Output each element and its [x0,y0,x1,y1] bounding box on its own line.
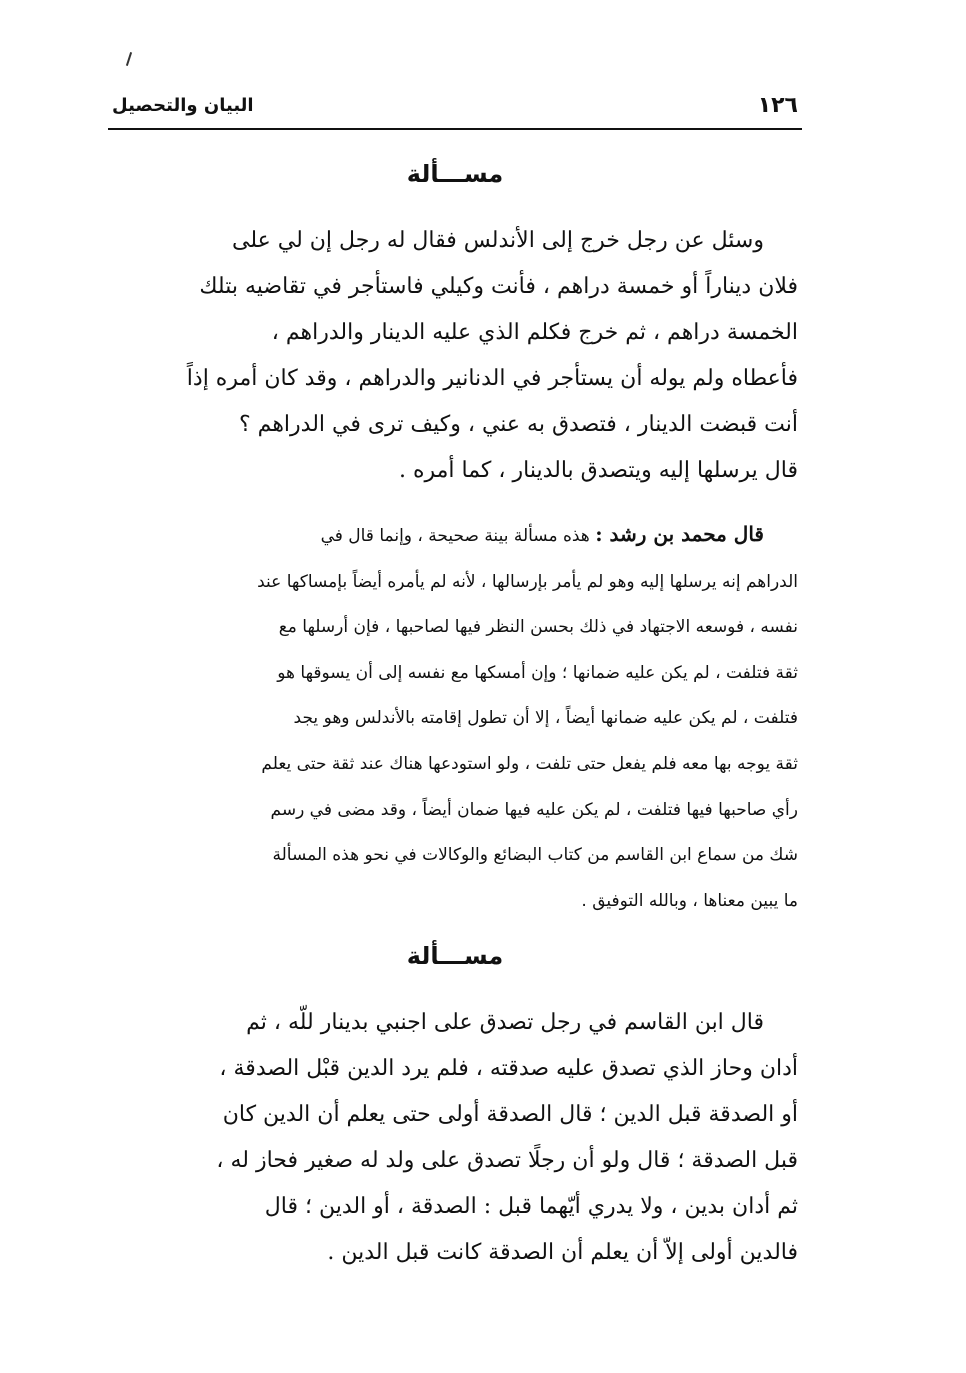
text-line: فلان ديناراً أو خمسة دراهم ، فأنت وكيلي فاستأجر في تقاضيه بتلك [199,274,798,299]
text-line: أنت قبضت الدينار ، فتصدق به عني ، وكيف ترى في الدراهم ؟ [239,412,798,437]
text-line: قال يرسلها إليه ويتصدق بالدينار ، كما أمره . [398,458,798,483]
text-line: الدراهم إنه يرسلها إليه وهو لم يأمر بإرسالها ، لأنه لم يأمره أيضاً بإمساكها عند [257,571,798,592]
question-paragraph [112,218,798,494]
text-line: فتلفت ، لم يكن عليه ضمانها أيضاً ، إلا أن تطول إقامته بالأندلس وهو يجد [293,708,798,729]
commentary-paragraph [112,512,798,924]
book-title: البيان والتحصيل [112,95,254,116]
text-line: أو الصدقة قبل الدين ؛ قال الصدقة أولى حتى يعلم أن الدين كان [222,1102,798,1127]
text-line: شك من سماع ابن القاسم من كتاب البضائع والوكالات في نحو هذه المسألة [272,845,798,866]
text-line: قال ابن القاسم في رجل تصدق على اجنبي بدينار للّه ، ثم [246,1010,764,1035]
text-line: أدان وحاز الذي تصدق عليه صدقته ، فلم يرد الدين قبْل الصدقة ، [219,1056,798,1081]
text-line: فالدين أولى إلاّ أن يعلم أن الصدقة كانت قبل الدين . [327,1240,798,1265]
header-rule [108,128,802,130]
commentary-text: هذه مسألة بينة صحيحة ، وإنما قال في [320,526,590,546]
running-header [112,88,798,124]
text-line: ثم أدان بدين ، ولا يدري أيّهما قبل : الصدقة ، أو الدين ؛ قال [264,1194,798,1219]
text-line: فأعطاه ولم يوله أن يستأجر في الدنانير والدراهم ، وقد كان أمره إذاً [186,366,798,391]
question-paragraph [112,1000,798,1276]
page-number: ١٢٦ [757,93,798,118]
text-line: رأي صاحبها فيها فتلفت ، لم يكن عليه فيها ضمان أيضاً ، وقد مضى في رسم [270,799,798,820]
text-line [112,512,798,560]
section-heading: مســـألة [406,942,504,970]
text-line: نفسه ، فوسعه الاجتهاد في ذلك بحسن النظر فيها لصاحبها ، فإن أرسلها مع [278,617,798,638]
text-line: قبل الصدقة ؛ قال ولو أن رجلًا تصدق على ولد له صغير فحاز له ، [216,1148,798,1173]
stray-pen-mark [126,52,132,66]
text-line: ما يبين معناها ، وبالله التوفيق . [581,890,798,911]
section-heading: مســـألة [406,160,504,188]
text-line: ثقة فتلفت ، لم يكن عليه ضمانها ؛ وإن أمسكها مع نفسه إلى أن يسوقها هو [277,662,798,683]
text-line: الخمسة دراهم ، ثم خرج فكلم الذي عليه الدينار والدراهم ، [271,320,798,345]
text-line: وسئل عن رجل خرج إلى الأندلس فقال له رجل إن لي على [232,228,764,253]
text-line: ثقة يوجه بها معه فلم يفعل حتى تلفت ، ولو استودعها هناك عند ثقة حتى يعلم [261,753,798,774]
commentary-lead: قال محمد بن رشد : [595,522,764,546]
